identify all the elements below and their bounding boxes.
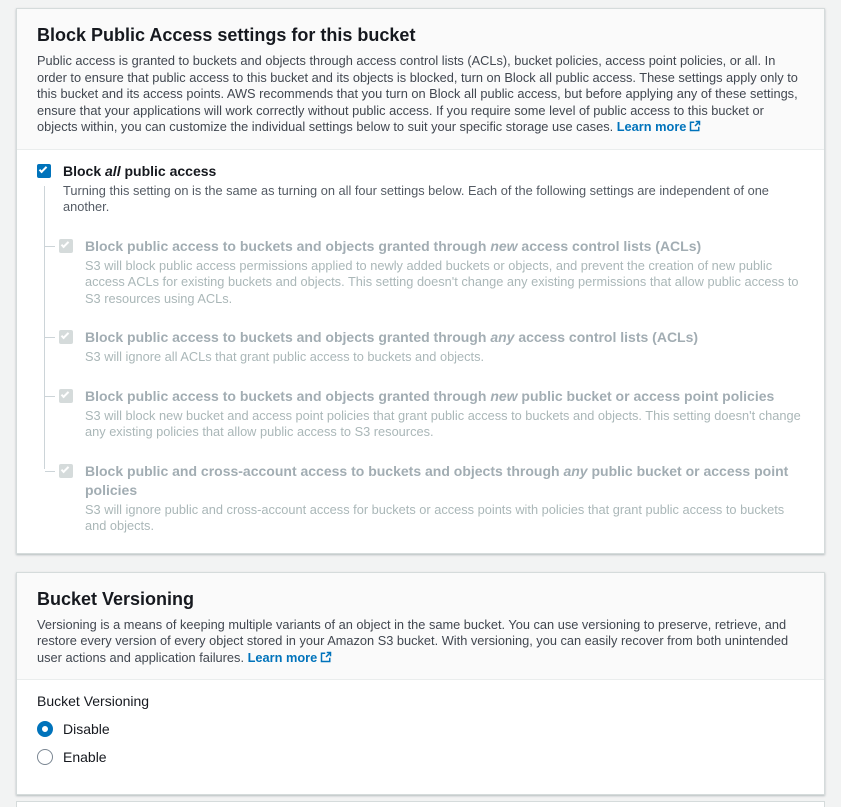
sub-option-any-acls: [44, 328, 804, 366]
sub-option-new-acls: [44, 237, 804, 308]
sub-option-description: S3 will block new bucket and access point policies that grant public access to buckets and objects. This setting doesn't change any existing policies that allow public access to S3 resources.: [85, 407, 801, 439]
sub-title-suffix: public bucket or access point policies: [85, 462, 789, 498]
checkmark-icon: [61, 239, 69, 247]
block-all-label-suffix: public access: [120, 162, 217, 179]
external-link-icon: [320, 651, 332, 668]
checkmark-icon: [39, 164, 47, 172]
any-acls-checkbox-disabled: [59, 330, 73, 344]
bucket-versioning-body: [17, 680, 824, 794]
block-all-label: [63, 162, 216, 180]
bucket-versioning-field-label: Bucket Versioning: [37, 693, 150, 709]
sub-title-italic: any: [563, 462, 588, 479]
block-public-access-description-text: Public access is granted to buckets and objects through access control lists (ACLs), bucket policies, access point policies, or all. In order to ensure that public access to this bucket and its objects is blocked, turn on Block all public access. These settings apply only to this bucket and its access points. AWS recommends that you turn on Block all public access, but before applying any of these settings, ensure that your applications will work correctly without public access. If you require some level of public access to this bucket or objects within, you can customize the individual settings below to suit your specific storage use cases.: [37, 53, 798, 134]
sub-option-title: [85, 387, 804, 406]
block-all-public-access-option: [37, 162, 804, 180]
sub-option-description: S3 will ignore all ACLs that grant public access to buckets and objects.: [85, 349, 485, 364]
bucket-versioning-header: [17, 573, 824, 681]
block-public-access-body: [17, 150, 824, 553]
checkmark-icon: [61, 331, 69, 339]
sub-title-italic: any: [490, 329, 515, 345]
sub-title-italic: new: [490, 387, 518, 404]
learn-more-label: Learn more: [616, 119, 687, 134]
sub-option-title: [85, 237, 804, 256]
sub-option-description: S3 will ignore public and cross-account access for buckets or access points with policies that grant public access to buckets and objects.: [85, 501, 785, 533]
radio-option-label: Disable: [63, 721, 110, 737]
sub-title-italic: new: [490, 237, 518, 254]
radio-option-label: Enable: [63, 749, 107, 765]
learn-more-link[interactable]: [248, 650, 333, 665]
bucket-versioning-title: Bucket Versioning: [37, 588, 195, 609]
sub-option-cross-account: [44, 462, 804, 535]
block-all-checkbox[interactable]: [37, 164, 51, 178]
sub-title-prefix: Block public and cross-account access to buckets and objects through: [85, 462, 564, 479]
block-all-label-prefix: Block: [63, 162, 106, 179]
sub-option-title: [85, 328, 804, 347]
external-link-icon: [689, 120, 701, 137]
sub-title-prefix: Block public access to buckets and objects granted through: [85, 237, 491, 254]
radio-option-disable[interactable]: [37, 720, 804, 738]
block-all-label-italic: all: [105, 162, 121, 179]
cross-account-checkbox-disabled: [59, 464, 73, 478]
sub-title-prefix: Block public access to buckets and objects granted through: [85, 387, 491, 404]
sub-title-suffix: public bucket or access point policies: [517, 387, 775, 404]
radio-selected-icon[interactable]: [37, 721, 53, 737]
radio-option-enable[interactable]: [37, 748, 804, 766]
block-public-access-description: [37, 53, 804, 137]
learn-more-link[interactable]: [617, 119, 702, 134]
block-public-access-title: Block Public Access settings for this bucket: [37, 25, 416, 45]
new-policies-checkbox-disabled: [59, 389, 73, 403]
checkmark-icon: [61, 389, 69, 397]
bucket-versioning-radio-group: [37, 720, 804, 766]
new-acls-checkbox-disabled: [59, 239, 73, 253]
sub-option-title: [85, 462, 804, 500]
sub-title-suffix: access control lists (ACLs): [517, 237, 702, 254]
bucket-versioning-description-text: Versioning is a means of keeping multiple variants of an object in the same bucket. You can use versioning to preserve, retrieve, and restore every version of every object stored in your Amazon S3 bucket. With versioning, you can easily recover from both unintended user actions and application failures.: [37, 616, 789, 665]
sub-option-description: S3 will block public access permissions applied to newly added buckets or objects, and prevent the creation of new public access ACLs for existing buckets and objects. This setting doesn't change any existing permissions that allow public access to S3 resources using ACLs.: [85, 257, 799, 306]
block-public-access-card: [16, 8, 825, 554]
sub-title-suffix: access control lists (ACLs): [514, 329, 699, 345]
learn-more-label: Learn more: [247, 649, 318, 665]
next-card-partial: [16, 801, 825, 807]
bucket-versioning-card: [16, 572, 825, 796]
sub-option-new-policies: [44, 387, 804, 441]
block-all-description: Turning this setting on is the same as turning on all four settings below. Each of the following settings are independent of one another.: [63, 182, 769, 214]
block-public-access-header: [17, 9, 824, 150]
checkmark-icon: [61, 464, 69, 472]
sub-title-prefix: Block public access to buckets and objects granted through: [85, 329, 491, 345]
radio-unselected-icon[interactable]: [37, 749, 53, 765]
bucket-versioning-description: [37, 617, 804, 668]
sub-options-tree: [44, 183, 804, 535]
